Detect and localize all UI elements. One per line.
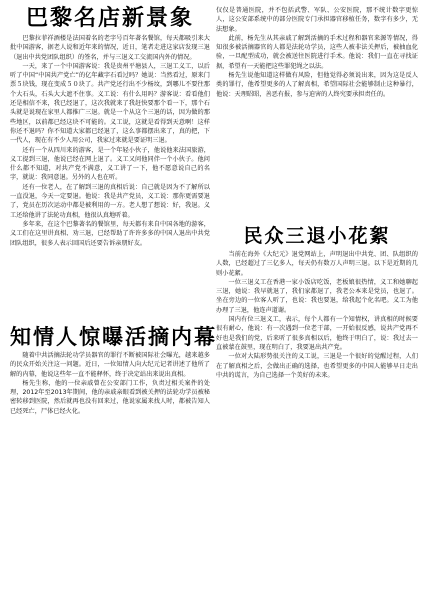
paragraph: 国内有位三退义工，表示，每个人都有一个知情权，讲真相的时候要很有耐心，他说：有一次遇到一位老干部，一开始很反感，说共产党再不好也是我们的党，后来听了很多真相以后，他终于明白了，说：我过去一直被蒙在鼓里，现在明白了，我要退出共产党。 [216, 316, 418, 351]
article-insider-body [10, 351, 210, 589]
paragraph: 随着中共活摘法轮功学员器官的罪行不断被国际社会曝光，越来越多的民众开始关注这一问题。近日，一位知情人向大纪元记者讲述了他所了解的内幕，他说这些年一直不能释怀，终于决定站出来说出真相。 [10, 352, 210, 378]
paragraph: 一位三退义工在香港一家小饭店吃饭，老板娘很热情，义工和她聊起三退，她说：我早就退了，我们家都退了，我老公本来是党员，也退了。坐在旁边的一位客人听了，也说：我也要退，给我起个化名吧。义工为他办理了三退，他连声道谢。 [216, 278, 418, 314]
headline-paris-restaurant: 巴黎名店新景象 [25, 6, 194, 31]
paragraph: 杨先生称，他的一位亲戚曾在公安部门工作，负责过相关案件的处理，2012年至2013年期间，他的亲戚亲眼看到被关押的法轮功学员被秘密转移到医院，然后就再也没有回来过，他说家属来找人时，都被告知人已经死亡，尸体已经火化。 [10, 379, 210, 415]
right-column [216, 6, 418, 596]
headline-insider-exposes: 知情人惊曝活摘内幕 [10, 325, 217, 349]
article-paris-restaurant-body [10, 34, 210, 324]
article-quit-party-body [216, 250, 418, 596]
paragraph: 仅仅是普通医院，并不包括武警、军队、公安医院，那不统计数字更惊人，这公安部系统中的部分医院专门承担器官移植任务，数字有多少，无法想象。 [216, 7, 418, 33]
left-column [10, 6, 217, 589]
paragraph: 一天，来了一个中国游客说：我是贵州平塘县人，三退工义工，以后听了中国“中国共产党亡”的亿年藏字石看过吗？她说：当然看过，原来门票５块钱，现在变成５０块了。共产党还行出不少杨坟，到哪儿不要往那个大石头，石头大大遮不住事。义工说：有什么用吗？游客说：看看他们还是相信不来，我已经退了，这次我就来了我赶快要那个看一下，那个石头就是说现在家里人都推广三退。就是一个从这个三退的话，因为做的那些地区，以前都已经这块不可能的。义工说，这就是看得到天意啊！这样你还不退吗？你不知道大家都已经退了，这么事都摆出来了，真的把，下一代人，现在有不少人用公司，我家过来就是要证明三退。 [10, 62, 210, 145]
paragraph: 多年来，在这个巴黎著名的餐馆里，每天都有来自中国各地的游客，义工们在这里讲真相、劝三退，已经帮助了许许多多的中国人退出中共党团队组织，很多人表示回国后还要告诉亲朋好友。 [10, 220, 210, 247]
paragraph: 当前在海外《大纪元》退党网站上，声明退出中共党、团、队组织的人数，已经超过了三亿多人，每天仍有数万人声明三退。以下是近期的几则小花絮。 [216, 251, 418, 277]
headline-quit-party-flowers: 民众三退小花絮 [243, 225, 391, 247]
paragraph: 一位对大陆形势很关注的义工说，三退是一个很好的觉醒过程，人们在了解真相之后，会做出正确的选择，也希望更多的中国人能够早日走出中共的谎言，为自己选择一个美好的未来。 [216, 353, 418, 379]
paragraph: 杨先生说他知道这样做有风险，但他觉得必须说出来，因为这是反人类的罪行，他希望更多的人了解真相，希望国际社会能够制止这种暴行，他说：天理昭昭，善恶有报，参与迫害的人终究要承担责任的。 [216, 72, 418, 98]
paragraph: 还有一个从四川来的游客，是一个年轻小伙子，他说他来法国旅游，义工提到三退，他说已经在网上退了。义工又问他同伴一个小伙子。他问什么都不知道，对共产党不满意，义工讲了一下，他不愿意说自己的名字，就说：我同意退。另外的人也在听。 [10, 146, 210, 182]
article-insider-continued [216, 6, 418, 224]
paragraph: 还有一位老人，在了解到三退的真相后说：自己就是因为不了解所以一直没退，今天一定要退。他说：我是共产党员，义工说：那你更需要退了，党员在历次运动中都是被利用的一方。老人想了想说：好，我退。义工还给他讲了法轮功真相，他很认真地听着。 [10, 183, 210, 219]
paragraph: 此前，杨先生从其亲戚了解到活摘的手术过程和器官来源等情况，得知很多被活摘器官的人都是法轮功学员，这些人被非法关押后，被抽血化验，一旦配型成功，就会被送往医院进行手术。他说：我们一直在寻找证据，希望有一天能把这些罪犯绳之以法。 [216, 34, 418, 70]
paragraph: 巴黎拉菲祥酒楼是法国着名的老字号百年著名餐馆，每天都吸引来大批中国游客，据老人说和近年来的情况，近日，笔者走进这家店发现三退（退出中共党团队组织）的签名，并与三退义工交流国内外的情况。 [10, 35, 210, 61]
